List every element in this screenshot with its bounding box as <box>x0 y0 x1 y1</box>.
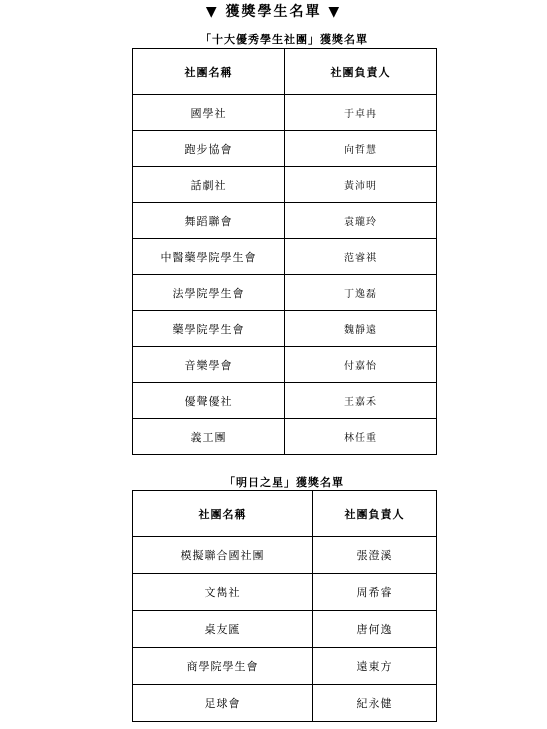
society-name-cell: 模擬聯合國社團 <box>133 537 313 574</box>
leader-name-cell: 于卓冉 <box>285 95 437 131</box>
society-name-cell: 商學院學生會 <box>133 648 313 685</box>
award-table-top-ten <box>132 48 437 455</box>
table-row <box>133 275 437 311</box>
leader-name-cell: 向哲慧 <box>285 131 437 167</box>
society-name-cell: 桌友匯 <box>133 611 313 648</box>
award-table-rising-stars <box>132 490 437 722</box>
society-name-cell: 足球會 <box>133 685 313 722</box>
table-row <box>133 611 437 648</box>
table-row <box>133 383 437 419</box>
leader-name-cell: 唐何逸 <box>313 611 437 648</box>
table-row <box>133 311 437 347</box>
table-header-row <box>133 491 437 537</box>
column-header-leader: 社團負責人 <box>313 491 437 537</box>
table-row <box>133 95 437 131</box>
society-name-cell: 藥學院學生會 <box>133 311 285 347</box>
table-row <box>133 167 437 203</box>
table-header-row <box>133 49 437 95</box>
section-title-rising-stars: 「明日之星」獲獎名單 <box>224 476 344 489</box>
table-row <box>133 239 437 275</box>
leader-name-cell: 王嘉禾 <box>285 383 437 419</box>
table-row <box>133 347 437 383</box>
leader-name-cell: 黃沛明 <box>285 167 437 203</box>
society-name-cell: 文雋社 <box>133 574 313 611</box>
leader-name-cell: 紀永健 <box>313 685 437 722</box>
table-row <box>133 648 437 685</box>
column-header-leader: 社團負責人 <box>285 49 437 95</box>
column-header-society: 社團名稱 <box>133 491 313 537</box>
table-row <box>133 131 437 167</box>
society-name-cell: 國學社 <box>133 95 285 131</box>
column-header-society: 社團名稱 <box>133 49 285 95</box>
leader-name-cell: 遠東方 <box>313 648 437 685</box>
leader-name-cell: 林任重 <box>285 419 437 455</box>
society-name-cell: 舞蹈聯會 <box>133 203 285 239</box>
society-name-cell: 優聲優社 <box>133 383 285 419</box>
society-name-cell: 義工團 <box>133 419 285 455</box>
society-name-cell: 跑步協會 <box>133 131 285 167</box>
leader-name-cell: 袁瓏玲 <box>285 203 437 239</box>
leader-name-cell: 范睿祺 <box>285 239 437 275</box>
leader-name-cell: 張澄溪 <box>313 537 437 574</box>
table-row <box>133 685 437 722</box>
society-name-cell: 法學院學生會 <box>133 275 285 311</box>
table-row <box>133 419 437 455</box>
table-row <box>133 203 437 239</box>
table-row <box>133 574 437 611</box>
leader-name-cell: 周希睿 <box>313 574 437 611</box>
leader-name-cell: 魏靜遠 <box>285 311 437 347</box>
table-row <box>133 537 437 574</box>
leader-name-cell: 丁逸磊 <box>285 275 437 311</box>
leader-name-cell: 付嘉怡 <box>285 347 437 383</box>
society-name-cell: 話劇社 <box>133 167 285 203</box>
society-name-cell: 中醫藥學院學生會 <box>133 239 285 275</box>
page-title: ▼ 獲獎學生名單 ▼ <box>205 4 342 20</box>
society-name-cell: 音樂學會 <box>133 347 285 383</box>
section-title-top-ten: 「十大優秀學生社團」獲獎名單 <box>200 33 368 46</box>
